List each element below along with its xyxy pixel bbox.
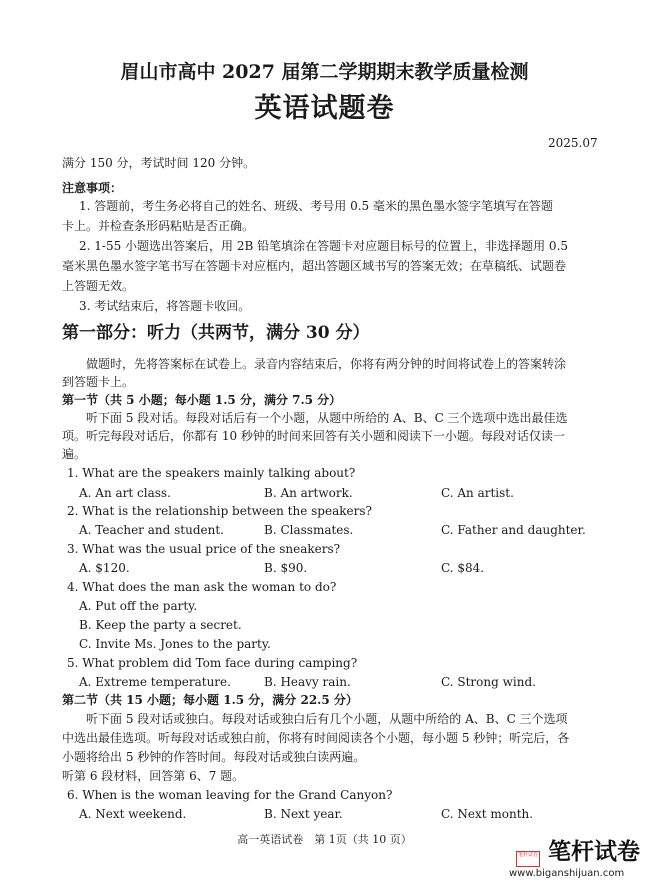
note-line: 2. 1-55 小题选出答案后，用 2B 铅笔填涂在答题卡对应题目标号的位置上，非选择题用 0.5 [79,239,569,253]
watermark-url: www.biganshijuan.com [509,868,625,879]
question-option: B. Heavy rain. [264,675,351,689]
question-stem: 4. What does the man ask the woman to do? [67,580,337,594]
section1-instruction-line: 项。听完每段对话后，你都有 10 秒钟的时间来回答有关小题和阅读下一小题。每段对话仅读一 [62,429,565,443]
note-line: 3. 考试结束后，将答题卡收回。 [79,299,251,313]
question-option: C. Invite Ms. Jones to the party. [79,637,271,651]
question-stem: 1. What are the speakers mainly talking about? [67,466,356,480]
question-option: B. An artwork. [264,486,353,500]
material-note: 听第 6 段材料，回答第 6、7 题。 [62,769,245,783]
question-option: A. Next weekend. [79,807,187,821]
question-stem: 3. What was the usual price of the sneakers? [67,542,341,556]
section1-instruction-line: 遍。 [62,447,87,461]
question-option: C. Father and daughter. [441,523,586,537]
question-option: C. $84. [441,561,485,575]
question-option: C. An artist. [441,486,514,500]
exam-subtitle: 英语试题卷 [254,93,395,124]
question-stem: 6. When is the woman leaving for the Grand Canyon? [67,788,393,802]
question-option: C. Strong wind. [441,675,536,689]
section2-instruction-line: 听下面 5 段对话或独白。每段对话或独白后有几个小题，从题中所给的 A、B、C 三个选项 [86,712,568,726]
section1-instruction-line: 听下面 5 段对话。每段对话后有一个小题，从题中所给的 A、B、C 三个选项中选出最佳选 [86,411,568,425]
watermark-stamp: 笔杆试卷 [516,851,540,867]
question-option: B. Keep the party a secret. [79,618,242,632]
page-footer: 高一英语试卷 第 1页（共 10 页） [237,833,412,846]
question-stem: 5. What problem did Tom face during camping? [67,656,358,670]
question-option: A. An art class. [79,486,171,500]
question-option: B. Classmates. [264,523,354,537]
question-option: A. Teacher and student. [79,523,224,537]
note-line: 1. 答题前，考生务必将自己的姓名、班级、考号用 0.5 毫米的黑色墨水签字笔填写在答题 [79,199,553,213]
part1-instruction-line: 做题时，先将答案标在试卷上。录音内容结束后，你将有两分钟的时间将试卷上的答案转涂 [86,357,567,371]
question-option: C. Next month. [441,807,534,821]
section1-heading: 第一节（共 5 小题；每小题 1.5 分，满分 7.5 分） [62,393,342,407]
section2-instruction-line: 小题将给出 5 秒钟的作答时间。每段对话或独白读两遍。 [62,750,366,764]
question-option: B. Next year. [264,807,343,821]
question-option: A. Put off the party. [79,599,198,613]
part1-instruction-line: 到答题卡上。 [62,375,135,389]
question-stem: 2. What is the relationship between the speakers? [67,504,372,518]
watermark-brand: 笔杆试卷 [548,839,640,865]
section2-instruction-line: 中选出最佳选项。听每段对话或独白前，你将有时间阅读各个小题，每小题 5 秒钟；听完后，各 [62,731,570,745]
exam-title: 眉山市高中 2027 届第二学期期末教学质量检测 [120,61,529,83]
score-time: 满分 150 分，考试时间 120 分钟。 [62,156,256,170]
question-option: B. $90. [264,561,308,575]
question-option: A. Extreme temperature. [79,675,231,689]
question-option: A. $120. [79,561,130,575]
part1-heading: 第一部分：听力（共两节，满分 30 分） [62,323,370,343]
section2-heading: 第二节（共 15 小题；每小题 1.5 分，满分 22.5 分） [62,693,358,707]
exam-date: 2025.07 [548,136,598,150]
notes-heading: 注意事项： [62,181,123,195]
note-line: 上答题无效。 [62,279,135,293]
note-line: 毫米黑色墨水签字笔书写在答题卡对应框内，超出答题区域书写的答案无效；在草稿纸、试题卷 [62,259,567,273]
note-line: 卡上。并检查条形码粘贴是否正确。 [62,219,255,233]
